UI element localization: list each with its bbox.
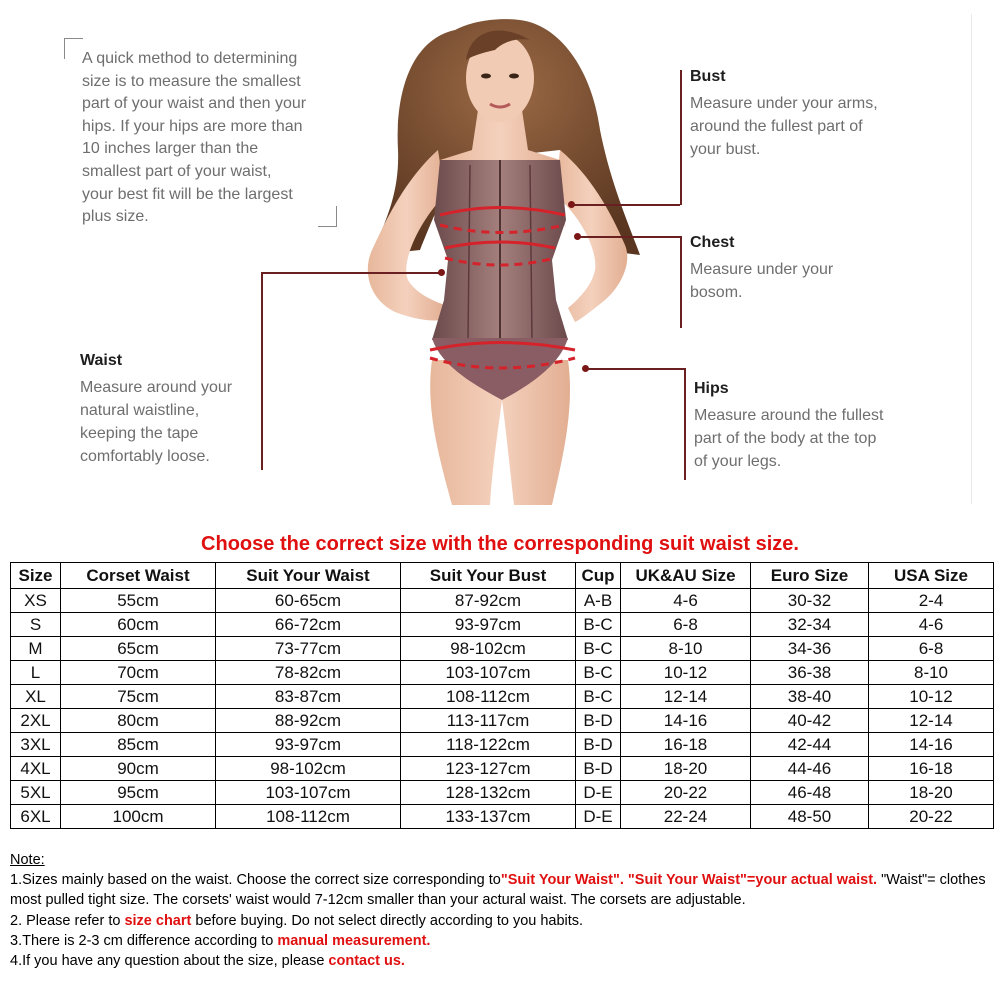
waist-block [80, 352, 232, 468]
cell-corset-waist: 90cm [61, 757, 216, 781]
cell-uk-au-size: 8-10 [621, 637, 751, 661]
bust-title: Bust [690, 68, 726, 85]
chest-title: Chest [690, 234, 735, 251]
cell-uk-au-size: 4-6 [621, 589, 751, 613]
note-1-text-rest: "Waist"= clothes most pulled tight size. The corsets' waist would 7-12cm smaller than your actural waist. The corsets are adjustable. [10, 872, 986, 909]
cell-size: L [11, 661, 61, 685]
cell-euro-size: 34-36 [751, 637, 869, 661]
note-3 [10, 931, 995, 951]
bust-desc: Measure under your arms, around the fullest part of your bust. [690, 95, 878, 158]
note-4-text: 4.If you have any question about the size, please [10, 953, 329, 970]
cell-corset-waist: 80cm [61, 709, 216, 733]
cell-uk-au-size: 16-18 [621, 733, 751, 757]
notes-section [10, 850, 995, 971]
hips-block [694, 380, 883, 473]
cell-cup: B-D [576, 757, 621, 781]
cell-corset-waist: 100cm [61, 805, 216, 829]
table-row [11, 709, 994, 733]
bust-block [690, 68, 878, 161]
cell-suit-your-bust: 87-92cm [401, 589, 576, 613]
cell-usa-size: 16-18 [869, 757, 994, 781]
table-row [11, 733, 994, 757]
note-4-highlight[interactable]: contact us. [328, 953, 405, 970]
cell-uk-au-size: 20-22 [621, 781, 751, 805]
cell-suit-your-waist: 83-87cm [216, 685, 401, 709]
note-2-text: 2. Please refer to [10, 912, 125, 929]
cell-suit-your-waist: 93-97cm [216, 733, 401, 757]
cell-euro-size: 32-34 [751, 613, 869, 637]
cell-corset-waist: 65cm [61, 637, 216, 661]
table-row [11, 685, 994, 709]
cell-euro-size: 40-42 [751, 709, 869, 733]
table-row [11, 613, 994, 637]
hips-dot [582, 365, 589, 372]
note-3-text: 3.There is 2-3 cm difference according to [10, 932, 278, 949]
header-uk-au-size: UK&AU Size [621, 563, 751, 589]
hips-pointer-line [586, 368, 684, 370]
cell-euro-size: 30-32 [751, 589, 869, 613]
cell-usa-size: 14-16 [869, 733, 994, 757]
note-1 [10, 870, 995, 910]
cell-usa-size: 8-10 [869, 661, 994, 685]
header-euro-size: Euro Size [751, 563, 869, 589]
cell-usa-size: 20-22 [869, 805, 994, 829]
cell-size: M [11, 637, 61, 661]
header-corset-waist: Corset Waist [61, 563, 216, 589]
cell-usa-size: 18-20 [869, 781, 994, 805]
cell-suit-your-waist: 98-102cm [216, 757, 401, 781]
note-3-highlight: manual measurement. [277, 932, 431, 949]
table-header-row [11, 563, 994, 589]
note-1-text: 1.Sizes mainly based on the waist. Choose the correct size corresponding to [10, 872, 501, 889]
cell-cup: B-D [576, 709, 621, 733]
cell-suit-your-waist: 108-112cm [216, 805, 401, 829]
cell-suit-your-bust: 93-97cm [401, 613, 576, 637]
bust-pointer-line [572, 204, 680, 206]
cell-cup: B-D [576, 733, 621, 757]
header-usa-size: USA Size [869, 563, 994, 589]
cell-suit-your-waist: 73-77cm [216, 637, 401, 661]
note-2-highlight: size chart [124, 912, 192, 929]
cell-euro-size: 38-40 [751, 685, 869, 709]
waist-title: Waist [80, 352, 123, 369]
bust-dot [568, 201, 575, 208]
cell-cup: B-C [576, 613, 621, 637]
size-headline: Choose the correct size with the corresponding suit waist size. [201, 533, 799, 555]
cell-suit-your-waist: 60-65cm [216, 589, 401, 613]
cell-uk-au-size: 10-12 [621, 661, 751, 685]
size-chart-table [10, 562, 994, 829]
cell-size: 5XL [11, 781, 61, 805]
cell-size: 6XL [11, 805, 61, 829]
table-body [11, 589, 994, 829]
cell-corset-waist: 95cm [61, 781, 216, 805]
notes-title: Note: [10, 852, 45, 868]
cell-size: XL [11, 685, 61, 709]
bracket-bottom-right [318, 206, 337, 227]
cell-suit-your-bust: 128-132cm [401, 781, 576, 805]
table-row [11, 589, 994, 613]
cell-cup: B-C [576, 661, 621, 685]
cell-suit-your-waist: 78-82cm [216, 661, 401, 685]
cell-size: S [11, 613, 61, 637]
cell-usa-size: 12-14 [869, 709, 994, 733]
cell-suit-your-bust: 103-107cm [401, 661, 576, 685]
cell-usa-size: 4-6 [869, 613, 994, 637]
cell-size: 2XL [11, 709, 61, 733]
cell-suit-your-bust: 113-117cm [401, 709, 576, 733]
cell-uk-au-size: 14-16 [621, 709, 751, 733]
cell-cup: D-E [576, 781, 621, 805]
cell-corset-waist: 55cm [61, 589, 216, 613]
header-suit-your-waist: Suit Your Waist [216, 563, 401, 589]
cell-suit-your-bust: 133-137cm [401, 805, 576, 829]
bust-guide-line [680, 70, 682, 205]
cell-euro-size: 48-50 [751, 805, 869, 829]
cell-usa-size: 2-4 [869, 589, 994, 613]
note-2-text-rest: before buying. Do not select directly according to you habits. [191, 912, 584, 929]
hips-guide-line [684, 368, 686, 480]
chest-block [690, 234, 833, 304]
cell-uk-au-size: 6-8 [621, 613, 751, 637]
table-row [11, 805, 994, 829]
cell-euro-size: 46-48 [751, 781, 869, 805]
hips-desc: Measure around the fullest part of the body at the top of your legs. [694, 407, 884, 470]
cell-usa-size: 10-12 [869, 685, 994, 709]
note-2 [10, 911, 995, 931]
cell-size: 4XL [11, 757, 61, 781]
header-size: Size [11, 563, 61, 589]
chest-desc: Measure under your bosom. [690, 261, 834, 301]
cell-corset-waist: 70cm [61, 661, 216, 685]
waist-guide-line [261, 272, 263, 470]
table-row [11, 637, 994, 661]
cell-cup: B-C [576, 637, 621, 661]
cell-usa-size: 6-8 [869, 637, 994, 661]
table-row [11, 757, 994, 781]
cell-uk-au-size: 12-14 [621, 685, 751, 709]
chest-pointer-line [578, 236, 680, 238]
header-cup: Cup [576, 563, 621, 589]
intro-text: A quick method to determining size is to measure the smallest part of your waist and then your hips. If your hips are more than 10 inches larger than the smallest part of your waist, your best fit will be the largest plus size. [82, 50, 307, 226]
cell-suit-your-bust: 118-122cm [401, 733, 576, 757]
cell-suit-your-bust: 123-127cm [401, 757, 576, 781]
cell-euro-size: 42-44 [751, 733, 869, 757]
chest-guide-line [680, 236, 682, 328]
chest-dot [574, 233, 581, 240]
cell-suit-your-bust: 108-112cm [401, 685, 576, 709]
bracket-top-left [64, 38, 83, 59]
waist-pointer-line [262, 272, 442, 274]
cell-size: 3XL [11, 733, 61, 757]
hips-title: Hips [694, 380, 729, 397]
waist-dot [438, 269, 445, 276]
cell-suit-your-bust: 98-102cm [401, 637, 576, 661]
cell-uk-au-size: 18-20 [621, 757, 751, 781]
waist-desc: Measure around your natural waistline, keeping the tape comfortably loose. [80, 379, 233, 465]
note-1-highlight: "Suit Your Waist". "Suit Your Waist"=your actual waist. [500, 872, 878, 889]
table-row [11, 661, 994, 685]
cell-uk-au-size: 22-24 [621, 805, 751, 829]
cell-cup: B-C [576, 685, 621, 709]
cell-suit-your-waist: 66-72cm [216, 613, 401, 637]
cell-corset-waist: 85cm [61, 733, 216, 757]
cell-euro-size: 36-38 [751, 661, 869, 685]
cell-corset-waist: 60cm [61, 613, 216, 637]
cell-cup: A-B [576, 589, 621, 613]
cell-suit-your-waist: 103-107cm [216, 781, 401, 805]
table-row [11, 781, 994, 805]
cell-cup: D-E [576, 805, 621, 829]
cell-euro-size: 44-46 [751, 757, 869, 781]
cell-suit-your-waist: 88-92cm [216, 709, 401, 733]
cell-size: XS [11, 589, 61, 613]
header-suit-your-bust: Suit Your Bust [401, 563, 576, 589]
note-4 [10, 951, 995, 971]
cell-corset-waist: 75cm [61, 685, 216, 709]
